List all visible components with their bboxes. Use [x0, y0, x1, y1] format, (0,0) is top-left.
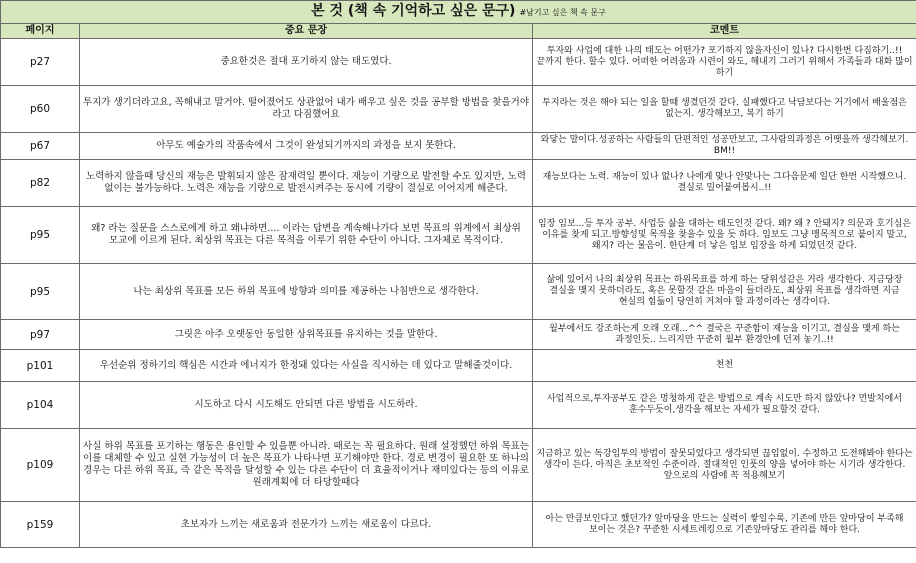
table-row [1, 264, 916, 320]
quote-text: 왜? 라는 질문을 스스로에게 하고 왜냐하면.... 이라는 답변을 계속해나가다 보면 목표의 위계에서 최상위 모교에 이르게 된다. 최상위 목표는 다른 목적을 이루기 위한 수단이 아니다. 그자체로 목적이다. [80, 207, 533, 264]
comment-text: 사업적으로,투자공부도 같은 멍청하게 같은 방법으로 계속 시도만 하지 않았나? 먼발치에서 훈수두듯이,생각을 해보는 자세가 필요할것 같다. [533, 382, 916, 429]
page-number: p104 [1, 382, 80, 429]
page-number: p60 [1, 86, 80, 133]
comment-text: 지금하고 있는 독강임투의 방법이 잘못되었다고 생각되면 끊임없이. 수정하고 도전해봐야 한다는 생각이 든다. 아직은 초보적인 수준이라. 절대적인 인풋의 양을 넣어야 하는 시기라 생각한다. 앞으로의 사람에 꼭 적용해보기 [533, 429, 916, 502]
quote-text: 아무도 예술가의 작품속에서 그것이 완성되기까지의 과정을 보지 못한다. [80, 133, 533, 160]
comment-text: 천천 [533, 350, 916, 382]
table-row [1, 502, 916, 548]
page-number: p97 [1, 320, 80, 350]
quote-text: 우선순위 정하기의 핵심은 시간과 에너지가 한정돼 있다는 사실을 직시하는 데 있다고 말해줄것이다. [80, 350, 533, 382]
page-number: p159 [1, 502, 80, 548]
comment-text: 삶에 있어서 나의 최상위 목표는 하위목표를 하게 하는 당위성같은 거라 생각한다. 지금당장 결실을 맺지 못하더라도, 혹은 못할것 같은 마음이 들더라도, 최상위 목표를 생각하면 지금 현실의 힘듦이 당연히 거쳐야 할 과정이라는 생각이다. [533, 264, 916, 320]
table-row [1, 350, 916, 382]
table-row [1, 207, 916, 264]
quote-text: 투지가 생기더라고요, 꼭해내고 말거야. 떨어졌어도 상관없어 내가 배우고 싶은 것을 공부할 방법을 찾을거야 라고 다짐했어요 [80, 86, 533, 133]
quote-text: 그릿은 아주 오랫동안 동일한 상위목표를 유지하는 것을 말한다. [80, 320, 533, 350]
header-quote: 중요 문장 [80, 24, 533, 39]
comment-text: 월부에서도 강조하는게 오래 오래...^^ 결국은 꾸준함이 재능을 이기고, 결실을 맺게 하는 과정인듯.. 느리지만 꾸준히 월부 환경안에 던져 놓기..!! [533, 320, 916, 350]
page-number: p109 [1, 429, 80, 502]
comment-text: 와닿는 말이다.성공하는 사람들의 단편적인 성공만보고, 그사람의과정은 어땟을까 생각해보기. BM!! [533, 133, 916, 160]
page-number: p27 [1, 39, 80, 86]
quote-text: 나는 최상위 목표를 모든 하위 목표에 방향과 의미를 제공하는 나침반으로 생각한다. [80, 264, 533, 320]
comment-text: 투지라는 것은 해야 되는 일을 할때 생겼던것 같다. 실패했다고 낙담보다는 거기에서 배울점은 없는지. 생각해보고, 복기 하기 [533, 86, 916, 133]
page-title: 본 것 (책 속 기억하고 싶은 문구) [311, 3, 516, 19]
page-subtitle: #남기고 싶은 책 속 문구 [519, 8, 606, 17]
table-row [1, 160, 916, 207]
quote-text: 노력하지 않을때 당신의 재능은 발휘되지 않은 잠재력일 뿐이다. 재능이 기량으로 발전할 수도 있지만, 노력 없이는 불가능하다. 노력은 재능을 기량으로 발전시켜주는 동시에 기량이 결실로 이어지게 해준다. [80, 160, 533, 207]
table-row [1, 39, 916, 86]
comment-text: 투자와 사업에 대한 나의 태도는 어떤가? 포기하지 않을자신이 있나? 다시한번 다짐하기..!! 끝까지 한다. 할수 있다. 어떠한 어려움과 시련이 와도, 해내기 그러기 위해서 가족들과 대화 많이 하기 [533, 39, 916, 86]
table-row [1, 382, 916, 429]
comment-text: 아는 만큼보인다고 했던가? 앞마당을 만드는 실력이 쌓일수록, 기존에 만든 앞마당이 부족해 보이는 것은? 꾸준한 시세트레킹으로 기존앞마당도 관리를 해야 한다. [533, 502, 916, 548]
header-comment: 코멘트 [533, 24, 916, 39]
page-number: p101 [1, 350, 80, 382]
comment-text: 임장 임보...등 투자 공부. 사업등 삶을 대하는 태도인것 같다. 왜? 왜 ? 안돼지? 의문과 호기심은 이유를 찾게 되고.방향성및 목적을 찾을수 있을 듯 하다. 임보도 그냥 맹목적으로 붙이지 말고, 왜지? 라는 물음이. 한단계 더 낳은 임보 임장을 하게 되었던것 같다. [533, 207, 916, 264]
quote-text: 중요한것은 절대 포기하지 않는 태도였다. [80, 39, 533, 86]
table-row [1, 320, 916, 350]
page-number: p95 [1, 264, 80, 320]
table-row [1, 429, 916, 502]
quote-text: 사실 하위 목표를 포기하는 행동은 용인할 수 있을뿐 아니라. 때로는 꼭 필요하다. 원래 설정했던 하위 목표는 이를 대체할 수 있고 실현 가능성이 더 높은 목표가 나타나면 포기해야만 한다. 경로 변경이 필요한 또 하나의 경우는 다른 하위 목표, 즉 같은 목적을 달성할 수 있는 다른 수단이 더 효율적이거나 재미있다는 등의 이유로 원래계획에 더 타당할때다 [80, 429, 533, 502]
page-number: p67 [1, 133, 80, 160]
header-page: 페이지 [1, 24, 80, 39]
title-row [1, 1, 916, 24]
table-row [1, 133, 916, 160]
table-row [1, 86, 916, 133]
page-number: p82 [1, 160, 80, 207]
header-row [1, 24, 916, 39]
page-number: p95 [1, 207, 80, 264]
comment-text: 재능보다는 노력. 재능이 있나 없나? 나에게 맞나 안맞나는 그다음문제 일단 한번 시작했으니. 결실로 밀어붙여봅시..!! [533, 160, 916, 207]
quote-text: 초보자가 느끼는 새로움과 전문가가 느끼는 새로움이 다르다. [80, 502, 533, 548]
title-cell [1, 1, 916, 24]
quote-text: 시도하고 다시 시도해도 안되면 다른 방법을 시도하라. [80, 382, 533, 429]
